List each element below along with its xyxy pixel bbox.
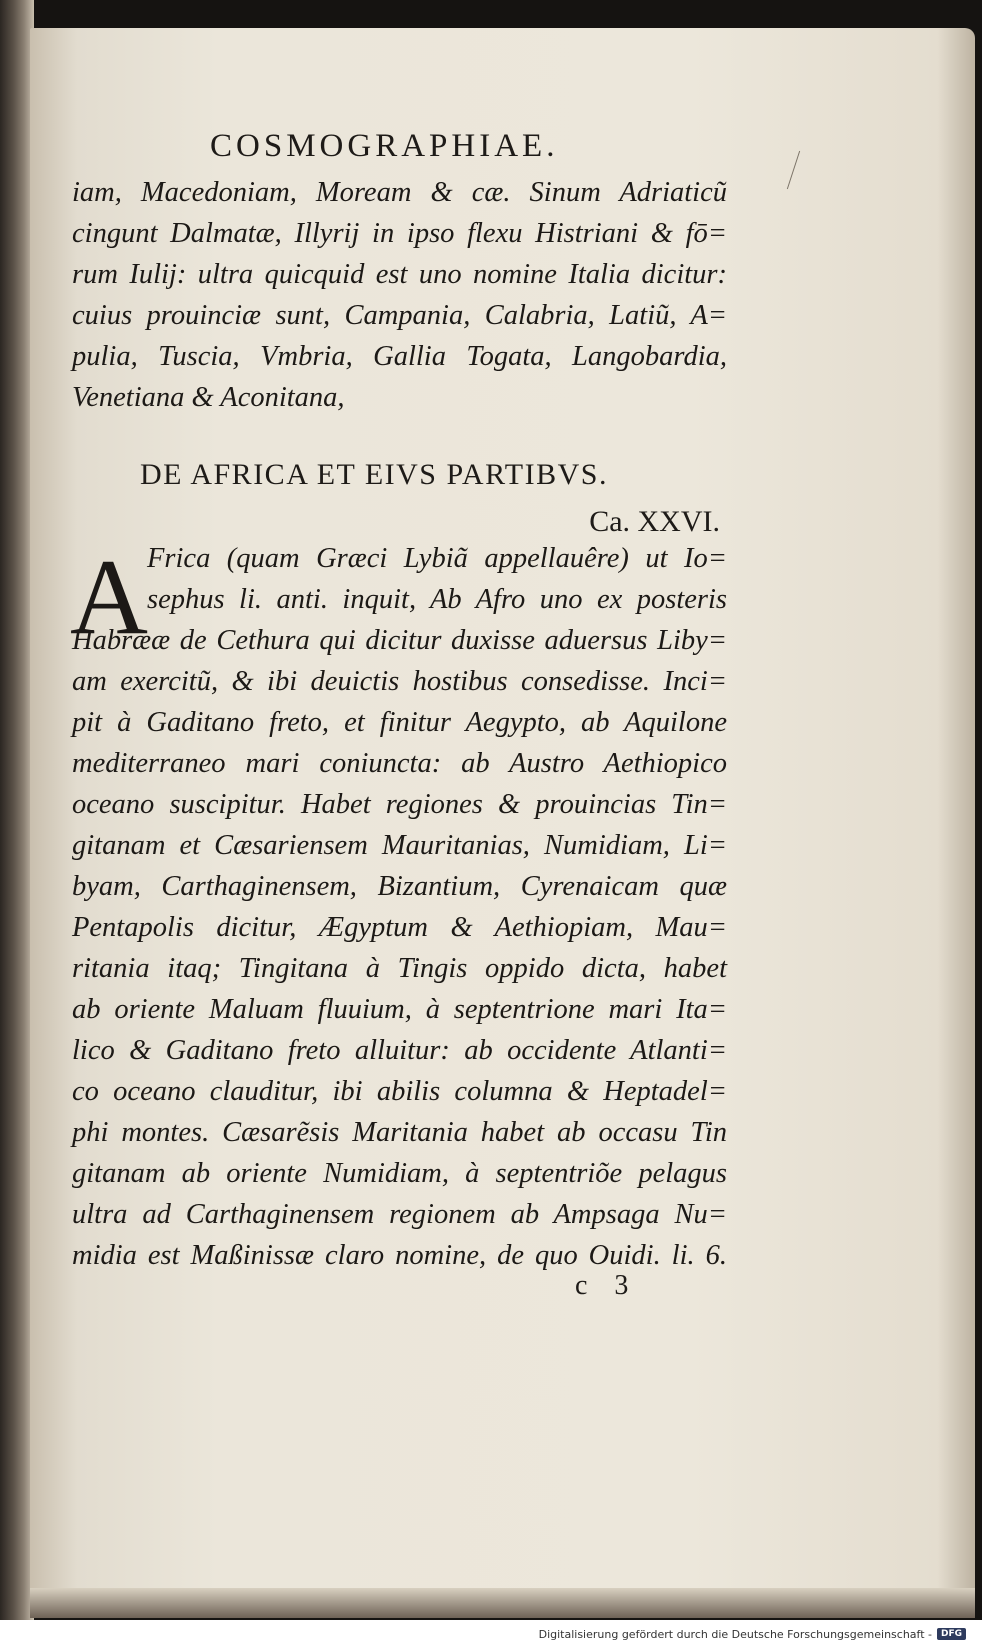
text-line: lico & Gaditano freto alluitur: ab occidente Atlanti=: [72, 1035, 727, 1066]
text-line: Habrææ de Cethura qui dicitur duxisse aduersus Liby=: [72, 625, 727, 656]
digitization-credit: [539, 1626, 966, 1642]
text-line: gitanam et Cæsariensem Mauritanias, Numidiam, Li=: [72, 830, 727, 861]
text-line: midia est Maßinissæ claro nomine, de quo Ouidi. li. 6.: [72, 1240, 727, 1271]
page-edge: [30, 1588, 975, 1618]
text-line: phi montes. Cæsarẽsis Maritania habet ab occasu Tin: [72, 1117, 727, 1148]
text-line: am exercitũ, & ibi deuictis hostibus consedisse. Inci=: [72, 666, 727, 697]
text-line: rum Iulij: ultra quicquid est uno nomine Italia dicitur:: [72, 259, 727, 290]
book-spine: [0, 0, 34, 1620]
text-line: ultra ad Carthaginensem regionem ab Ampsaga Nu=: [72, 1199, 727, 1230]
text-line: cuius prouinciæ sunt, Campania, Calabria, Latiũ, A=: [72, 300, 727, 331]
section1-text: [72, 172, 727, 418]
text-line: sephus li. anti. inquit, Ab Afro uno ex posteris: [147, 584, 727, 615]
text-line: oceano suscipitur. Habet regiones & prouincias Tin=: [72, 789, 727, 820]
section-heading: DE AFRICA ET EIVS PARTIBVS.: [140, 458, 608, 491]
section2-text: [72, 538, 727, 1276]
chapter-number: Ca. XXVI.: [589, 505, 720, 538]
text-line: gitanam ab oriente Numidiam, à septentriõe pelagus: [72, 1158, 727, 1189]
text-line: co oceano clauditur, ibi abilis columna & Heptadel=: [72, 1076, 727, 1107]
text-line: Pentapolis dicitur, Ægyptum & Aethiopiam, Mau=: [72, 912, 727, 943]
dfg-logo-icon: DFG: [937, 1628, 966, 1640]
text-line: ab oriente Maluam fluuium, à septentrione mari Ita=: [72, 994, 727, 1025]
text-line: Venetiana & Aconitana,: [72, 382, 345, 413]
credit-text: Digitalisierung gefördert durch die Deutsche Forschungsgemeinschaft -: [538, 1627, 932, 1641]
text-line: pulia, Tuscia, Vmbria, Gallia Togata, Langobardia,: [72, 341, 727, 372]
text-line: Frica (quam Græci Lybiã appellauêre) ut Io=: [147, 543, 727, 574]
text-line: ritania itaq; Tingitana à Tingis oppido dicta, habet: [72, 953, 727, 984]
text-line: cingunt Dalmatæ, Illyrij in ipso flexu Histriani & fō=: [72, 218, 727, 249]
text-line: mediterraneo mari coniuncta: ab Austro Aethiopico: [72, 748, 727, 779]
text-line: byam, Carthaginensem, Bizantium, Cyrenaicam quæ: [72, 871, 727, 902]
text-line: iam, Macedoniam, Moream & cæ. Sinum Adriaticũ: [72, 177, 727, 208]
signature-mark: c 3: [575, 1270, 639, 1301]
text-line: pit à Gaditano freto, et finitur Aegypto, ab Aquilone: [72, 707, 727, 738]
running-head: COSMOGRAPHIAE.: [210, 128, 559, 164]
drop-capital: A: [70, 538, 148, 657]
